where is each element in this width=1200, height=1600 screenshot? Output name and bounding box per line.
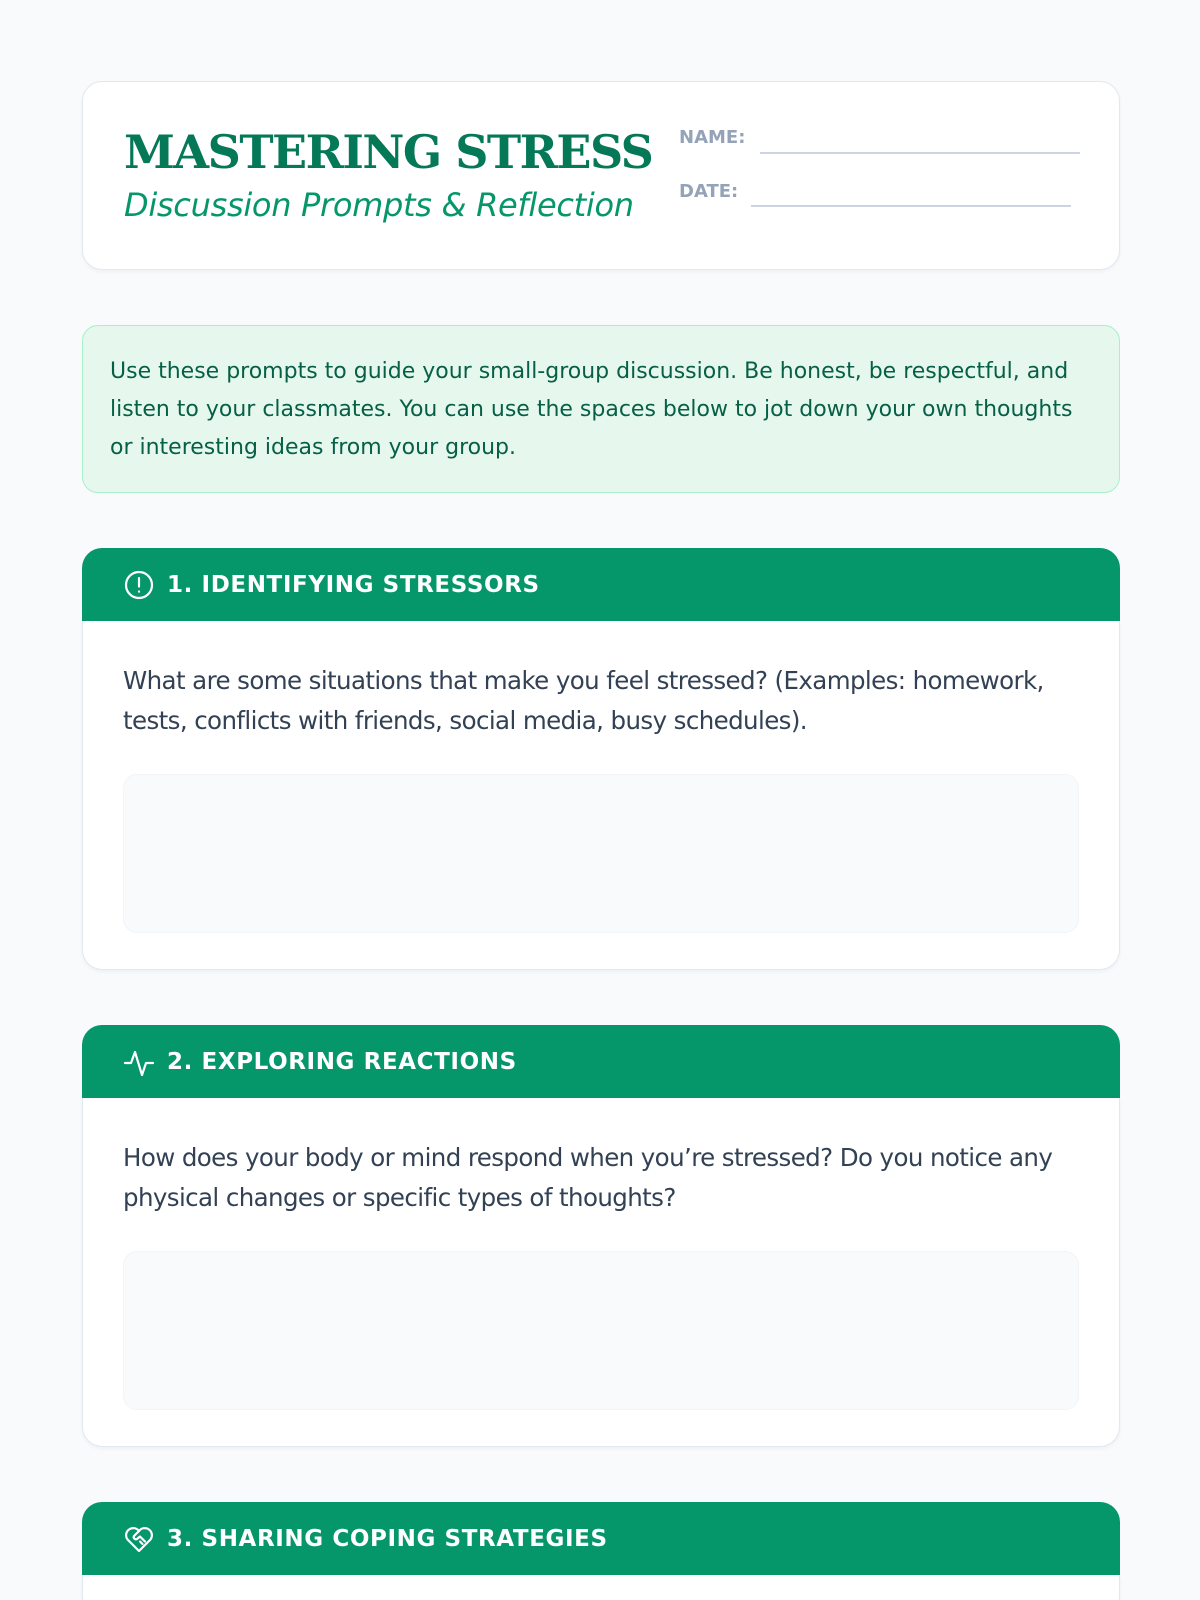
section-title: 2. EXPLORING REACTIONS (167, 1048, 517, 1075)
section-header (82, 1502, 1120, 1575)
date-label: DATE: (679, 181, 739, 202)
section-identifying-stressors (82, 548, 1120, 970)
answer-box[interactable] (123, 774, 1079, 933)
section-body (82, 1098, 1120, 1447)
answer-box[interactable] (123, 1251, 1079, 1410)
section-header (82, 1025, 1120, 1098)
section-sharing-coping-strategies (82, 1502, 1120, 1600)
section-header (82, 548, 1120, 621)
header-card (82, 81, 1120, 270)
name-field[interactable] (760, 130, 1080, 154)
page-title: MASTERING STRESS (124, 125, 653, 179)
pulse-icon (123, 1046, 155, 1078)
instructions-box (82, 325, 1120, 493)
name-label: NAME: (679, 127, 746, 148)
worksheet (82, 81, 1120, 1600)
section-prompt: How does your body or mind respond when you’re stressed? Do you notice any physical changes or specific types of thoughts? (123, 1143, 1053, 1212)
section-title: 1. IDENTIFYING STRESSORS (167, 571, 540, 598)
section-title: 3. SHARING COPING STRATEGIES (167, 1525, 608, 1552)
section-exploring-reactions (82, 1025, 1120, 1447)
heart-handshake-icon (123, 1523, 155, 1555)
section-prompt: What are some situations that make you feel stressed? (Examples: homework, tests, conflicts with friends, social media, busy schedules). (123, 666, 1044, 735)
alert-circle-icon (123, 569, 155, 601)
instructions-text: Use these prompts to guide your small-group discussion. Be honest, be respectful, and listen to your classmates. You can use the spaces below to jot down your own thoughts or interesting ideas from your group. (110, 359, 1073, 460)
page-subtitle: Discussion Prompts & Reflection (124, 186, 634, 224)
section-body (82, 1575, 1120, 1600)
date-field[interactable] (751, 183, 1071, 207)
section-body (82, 621, 1120, 970)
